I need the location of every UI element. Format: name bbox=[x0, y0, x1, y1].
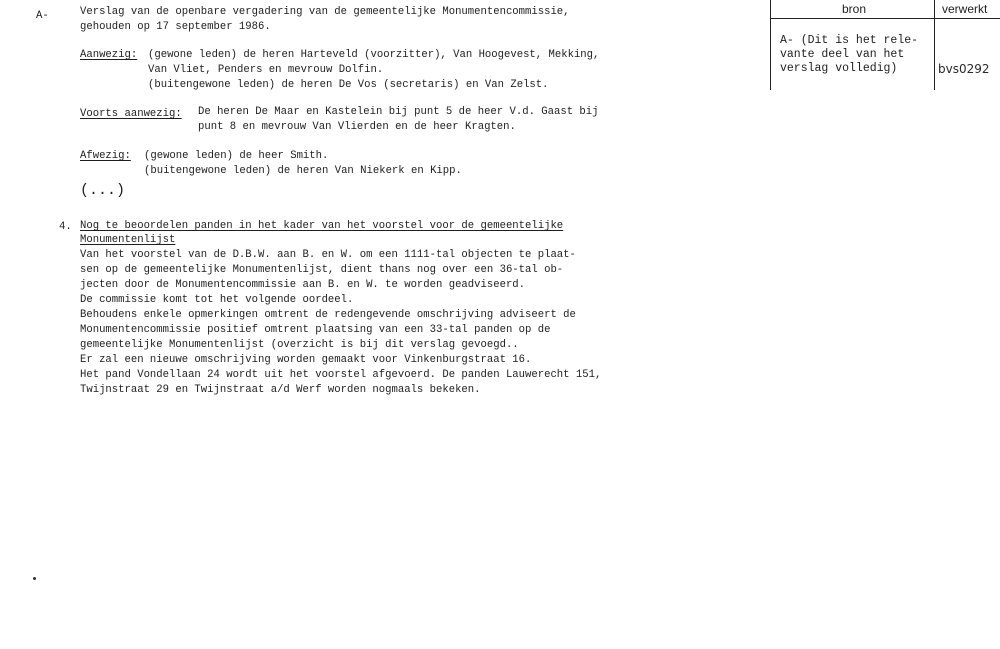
item-heading-line-2: Monumentenlijst bbox=[80, 234, 176, 246]
item-heading-line-1: Nog te beoordelen panden in het kader van het voorstel voor de gemeentelijke bbox=[80, 220, 564, 232]
item-body-line-3: jecten door de Monumentencommissie aan B. en W. te worden geadviseerd. bbox=[80, 279, 526, 291]
item-body-line-4: De commissie komt tot het volgende oordeel. bbox=[80, 294, 354, 306]
present-line-3: (buitengewone leden) de heren De Vos (secretaris) en Van Zelst. bbox=[148, 79, 549, 91]
register-box bbox=[770, 0, 1000, 90]
register-border-left bbox=[770, 0, 771, 90]
item-body-line-2: sen op de gemeentelijke Monumentenlijst, dient thans nog over een 36-tal ob- bbox=[80, 264, 564, 276]
register-source-line-1: A- (Dit is het rele- bbox=[780, 34, 919, 47]
scan-speck bbox=[33, 577, 36, 580]
register-source-line-3: verslag volledig) bbox=[780, 62, 898, 75]
present-line-2: Van Vliet, Penders en mevrouw Dolfin. bbox=[148, 64, 384, 76]
present-line-1: (gewone leden) de heren Harteveld (voorzitter), Van Hoogevest, Mekking, bbox=[148, 49, 600, 61]
item-body-line-5: Behoudens enkele opmerkingen omtrent de redengevende omschrijving adviseert de bbox=[80, 309, 576, 321]
also-present-line-2: punt 8 en mevrouw Van Vlierden en de heer Kragten. bbox=[198, 121, 516, 133]
ellipsis-marker: (...) bbox=[80, 182, 126, 199]
item-body-line-9: Het pand Vondellaan 24 wordt uit het voorstel afgevoerd. De panden Lauwerecht 151, bbox=[80, 369, 602, 381]
intro-line-1: Verslag van de openbare vergadering van de gemeentelijke Monumentencommissie, bbox=[80, 6, 570, 18]
intro-line-2: gehouden op 17 september 1986. bbox=[80, 21, 271, 33]
register-processed-code: bvs0292 bbox=[938, 62, 990, 76]
register-header-source: bron bbox=[842, 2, 867, 16]
item-body-line-1: Van het voorstel van de D.B.W. aan B. en W. om een 1111-tal objecten te plaat- bbox=[80, 249, 576, 261]
item-number: 4. bbox=[59, 221, 72, 233]
register-header-processed: verwerkt bbox=[942, 2, 988, 16]
register-header-rule bbox=[770, 18, 1000, 19]
item-body-line-8: Er zal een nieuwe omschrijving worden gemaakt voor Vinkenburgstraat 16. bbox=[80, 354, 532, 366]
present-label: Aanwezig: bbox=[80, 49, 138, 61]
also-present-line-1: De heren De Maar en Kastelein bij punt 5 de heer V.d. Gaast bij bbox=[198, 106, 599, 118]
item-body-line-10: Twijnstraat 29 en Twijnstraat a/d Werf worden nogmaals bekeken. bbox=[80, 384, 481, 396]
absent-label: Afwezig: bbox=[80, 150, 131, 162]
item-body-line-6: Monumentencommissie positief omtrent plaatsing van een 33-tal panden op de bbox=[80, 324, 551, 336]
section-label: A- bbox=[36, 10, 49, 22]
register-divider bbox=[934, 0, 935, 90]
item-body-line-7: gemeentelijke Monumentenlijst (overzicht is bij dit verslag gevoegd.. bbox=[80, 339, 519, 351]
absent-line-1: (gewone leden) de heer Smith. bbox=[144, 150, 329, 162]
absent-line-2: (buitengewone leden) de heren Van Niekerk en Kipp. bbox=[144, 165, 462, 177]
register-source-line-2: vante deel van het bbox=[780, 48, 905, 61]
also-present-label: Voorts aanwezig: bbox=[80, 108, 182, 120]
